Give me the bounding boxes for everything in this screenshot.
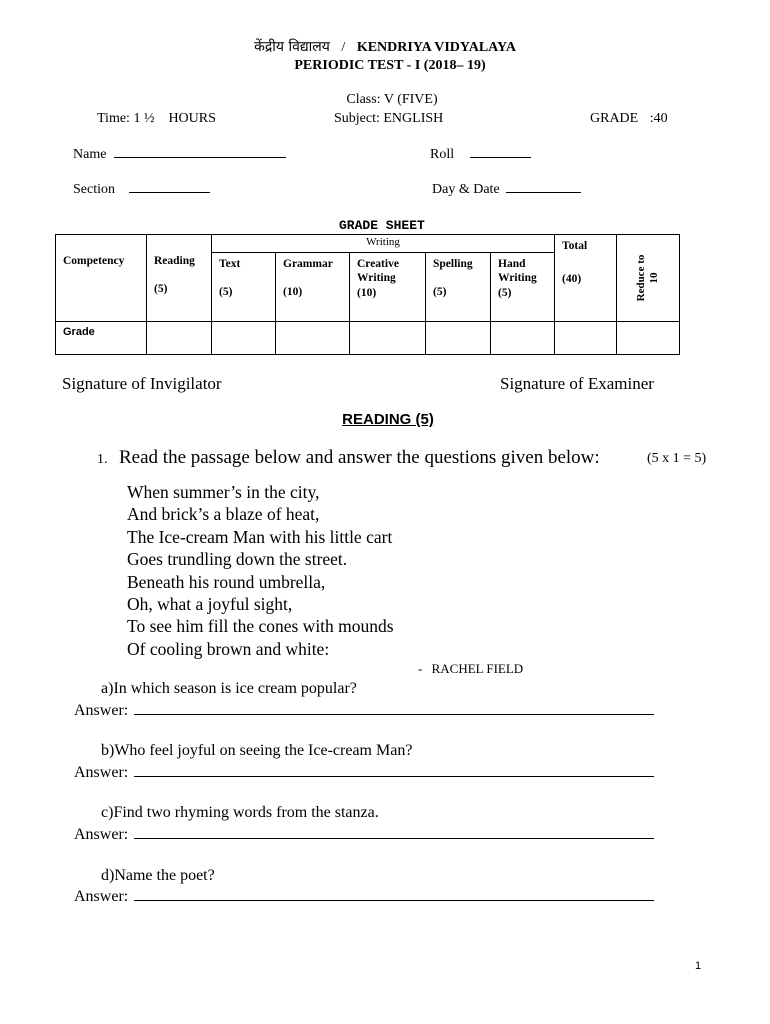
question-marks: (5 x 1 = 5)	[647, 451, 707, 466]
grammar-marks: (10)	[283, 286, 303, 299]
sub-question-text: In which season is ice cream popular?	[113, 680, 357, 697]
text-header: Text	[219, 258, 241, 271]
poem-line: Goes trundling down the street.	[127, 549, 348, 570]
grade-sheet-table	[55, 234, 680, 355]
school-name: KENDRIYA VIDYALAYA	[356, 40, 516, 55]
sub-question-a	[101, 680, 357, 698]
name-field	[73, 147, 286, 163]
class-label: Class: V (FIVE)	[346, 92, 438, 107]
total-marks: (40)	[562, 273, 582, 285]
writing-group-header: Writing	[212, 235, 555, 253]
question-number: 1.	[97, 452, 108, 467]
total-header: Total	[562, 240, 588, 252]
spelling-marks: (5)	[433, 286, 447, 299]
grade-value: :40	[649, 111, 668, 126]
poem-line: Beneath his round umbrella,	[127, 571, 326, 592]
examiner-signature: Signature of Examiner	[500, 374, 654, 393]
author-dash: -	[418, 661, 423, 676]
hand-writing-marks: (5)	[498, 287, 512, 300]
grade-cell-text[interactable]	[212, 322, 276, 355]
grade-cell-reading[interactable]	[147, 322, 212, 355]
daydate-blank[interactable]	[506, 192, 581, 193]
header-separator: /	[341, 40, 346, 55]
creative-writing-header: Creative Writing	[357, 258, 399, 285]
grade-total	[590, 111, 668, 127]
grade-cell-total[interactable]	[555, 322, 617, 355]
spelling-header: Spelling	[433, 258, 473, 271]
grade-label: GRADE	[590, 111, 639, 126]
hindi-school-name: केंद्रीय विद्यालय	[254, 39, 330, 55]
poem	[127, 481, 394, 660]
hand-writing-header: Hand Writing	[498, 258, 537, 285]
test-title: PERIODIC TEST - I (2018– 19)	[294, 58, 486, 73]
poem-author-line	[418, 661, 523, 677]
answer-line-c	[74, 826, 654, 844]
sub-question-label: c)	[101, 804, 114, 821]
answer-line-d	[74, 888, 654, 906]
reading-header: Reading	[154, 255, 195, 267]
section-blank[interactable]	[129, 192, 210, 193]
answer-line-b	[74, 764, 654, 782]
subject-label: Subject: ENGLISH	[334, 111, 444, 126]
sub-question-label: b)	[101, 742, 115, 759]
grade-cell-grammar[interactable]	[276, 322, 350, 355]
sub-question-label: d)	[101, 867, 115, 884]
section-field	[73, 182, 210, 198]
sub-question-b	[101, 742, 412, 760]
total-header-cell	[555, 235, 617, 322]
invigilator-signature: Signature of Invigilator	[62, 374, 222, 393]
creative-writing-marks: (10)	[357, 287, 377, 300]
grammar-header: Grammar	[283, 258, 333, 271]
sub-question-text: Name the poet?	[114, 867, 215, 884]
text-marks: (5)	[219, 286, 233, 299]
name-blank[interactable]	[114, 157, 286, 158]
grade-sheet-title: GRADE SHEET	[339, 218, 425, 233]
answer-blank[interactable]	[134, 764, 654, 777]
daydate-label: Day & Date	[432, 182, 500, 197]
section-label: Section	[73, 182, 115, 197]
competency-header-cell	[56, 235, 147, 322]
creative-writing-header-cell	[350, 253, 426, 322]
name-label: Name	[73, 147, 107, 162]
answer-line-a	[74, 702, 654, 720]
roll-label: Roll	[430, 147, 455, 162]
reading-section-heading: READING (5)	[342, 411, 434, 428]
competency-header: Competency	[63, 255, 125, 267]
grammar-header-cell	[276, 253, 350, 322]
spelling-header-cell	[426, 253, 491, 322]
answer-blank[interactable]	[134, 826, 654, 839]
reading-header-cell	[147, 235, 212, 322]
answer-label: Answer:	[74, 764, 129, 781]
sub-question-text: Who feel joyful on seeing the Ice-cream Man?	[114, 742, 413, 759]
poem-author: RACHEL FIELD	[431, 661, 524, 676]
grade-row-label: Grade	[63, 326, 95, 338]
daydate-field	[432, 182, 581, 198]
grade-cell-hand-writing[interactable]	[491, 322, 555, 355]
poem-line: When summer’s in the city,	[127, 482, 320, 502]
roll-blank[interactable]	[470, 157, 531, 158]
question-text: Read the passage below and answer the questions given below:	[119, 447, 600, 468]
grade-cell-creative-writing[interactable]	[350, 322, 426, 355]
school-header	[0, 37, 770, 56]
reading-marks: (5)	[154, 283, 168, 295]
answer-label: Answer:	[74, 888, 129, 905]
page-number: 1	[695, 960, 702, 972]
sub-question-c	[101, 804, 379, 822]
reduce-header	[635, 255, 661, 302]
sub-question-d	[101, 867, 215, 885]
roll-field	[430, 147, 531, 163]
poem-line: Oh, what a joyful sight,	[127, 594, 293, 615]
poem-line: To see him fill the cones with mounds	[127, 616, 394, 637]
answer-blank[interactable]	[134, 702, 654, 715]
text-header-cell	[212, 253, 276, 322]
answer-label: Answer:	[74, 826, 129, 843]
sub-question-text: Find two rhyming words from the stanza.	[113, 804, 379, 821]
grade-cell-reduced[interactable]	[617, 322, 680, 355]
poem-line: The Ice-cream Man with his little cart	[127, 526, 393, 547]
time-label: Time: 1 ½ HOURS	[97, 111, 216, 126]
answer-blank[interactable]	[134, 888, 654, 901]
grade-cell-spelling[interactable]	[426, 322, 491, 355]
answer-label: Answer:	[74, 702, 129, 719]
hand-writing-header-cell	[491, 253, 555, 322]
sub-question-label: a)	[101, 680, 114, 697]
reduce-line2: 10	[648, 272, 661, 284]
grade-row-label-cell	[56, 322, 147, 355]
reduce-line1: Reduce to	[635, 254, 648, 302]
poem-line: And brick’s a blaze of heat,	[127, 504, 320, 525]
reduce-header-cell	[617, 235, 680, 322]
poem-line: Of cooling brown and white:	[127, 638, 330, 659]
